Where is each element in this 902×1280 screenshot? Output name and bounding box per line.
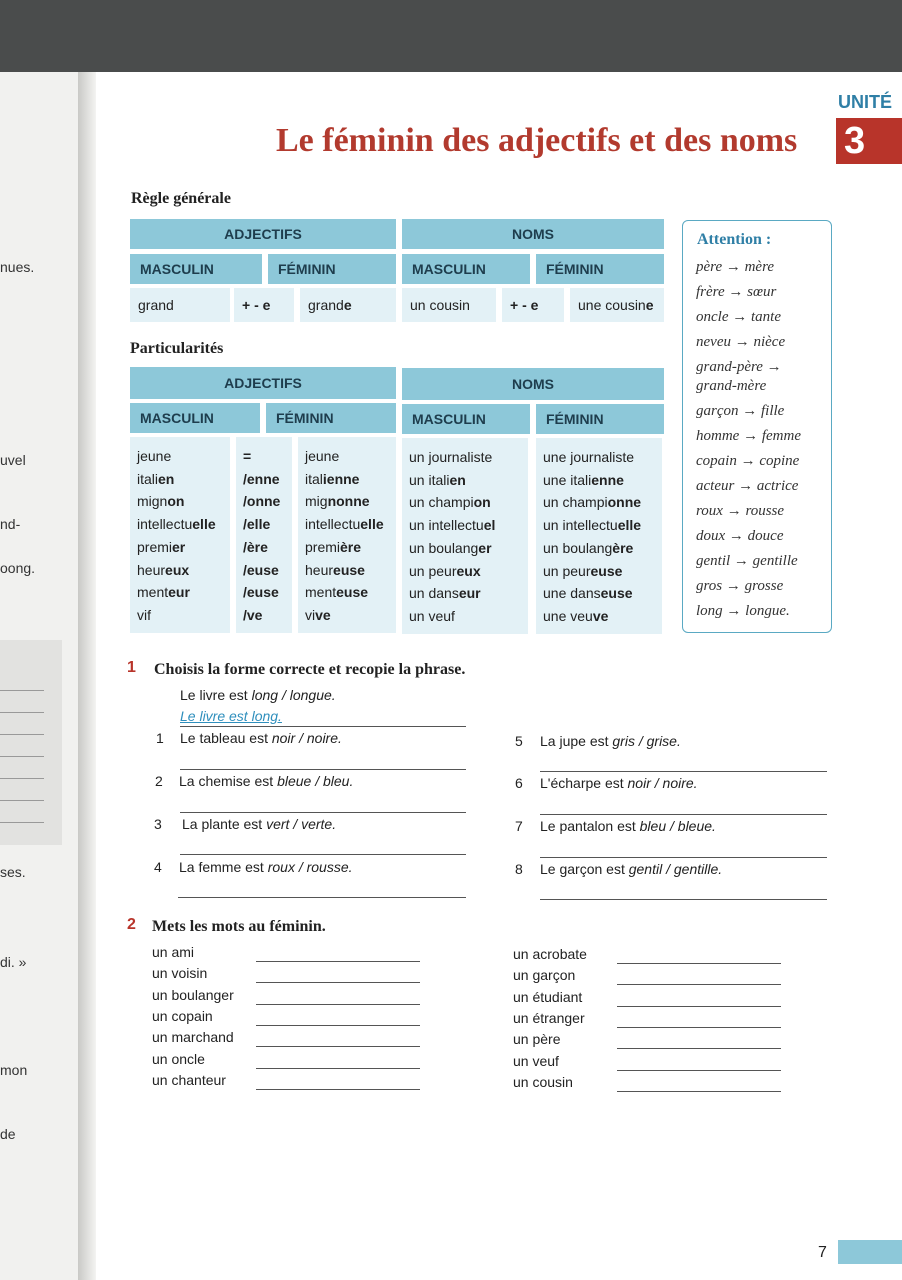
list-item: un boulangère (543, 539, 634, 556)
list-item: /elle (243, 516, 271, 533)
answer-line[interactable] (540, 771, 827, 772)
attention-item: grand-mère (696, 378, 767, 394)
cell-adj-masc: grand (130, 288, 230, 322)
attention-item: doux → douce (696, 528, 784, 544)
col-adj-masc (130, 437, 230, 633)
answer-line[interactable] (617, 963, 781, 964)
header-feminin: FÉMININ (536, 254, 664, 284)
section-heading-particularites: Particularités (130, 340, 224, 357)
list-item: jeune (305, 448, 340, 464)
list-item: jeune (137, 448, 172, 464)
attention-item: frère → sœur (696, 284, 777, 300)
attention-title: Attention : (697, 231, 772, 248)
exercise-2-instruction: Mets les mots au féminin. (152, 918, 326, 935)
list-item: = (243, 448, 252, 464)
list-item: mignon (137, 493, 185, 510)
list-item: /ve (243, 606, 263, 623)
exercise-item: 8 Le garçon est gentil / gentille. (515, 861, 723, 877)
answer-line[interactable] (617, 1027, 781, 1028)
list-item: un veuf (409, 607, 455, 624)
exercise-item: 4 La femme est roux / rousse. (154, 859, 353, 875)
attention-item: homme → femme (696, 428, 801, 444)
unit-label: UNITÉ (838, 92, 892, 112)
list-item: /enne (243, 470, 280, 487)
list-item: vive (305, 606, 331, 623)
page-number-bar (838, 1240, 902, 1264)
list-item: un intellectuelle (543, 517, 642, 534)
header-noms: NOMS (402, 368, 664, 400)
answer-line[interactable] (540, 814, 827, 815)
cell-adj-rule: + - e (234, 288, 294, 322)
page-title: Le féminin des adjectifs et des noms (276, 122, 798, 159)
book-spine (78, 72, 96, 1280)
left-page-line (0, 690, 44, 691)
attention-item: grand-père → (696, 359, 782, 375)
header-masculin: MASCULIN (402, 404, 530, 434)
header-masculin: MASCULIN (402, 254, 530, 284)
word-item: un marchand (152, 1029, 234, 1045)
list-item: un italien (409, 471, 466, 488)
header-noms: NOMS (402, 219, 664, 249)
left-page-fragment: nd- (0, 516, 21, 532)
answer-line[interactable] (180, 812, 466, 813)
answer-line[interactable] (256, 1089, 420, 1090)
list-item: un journaliste (409, 449, 493, 465)
attention-item: roux → rousse (696, 503, 785, 519)
header-masculin: MASCULIN (130, 254, 262, 284)
left-page-line (0, 756, 44, 757)
attention-item: long → longue. (696, 603, 790, 619)
example-answer: Le livre est long. (180, 708, 282, 724)
header-feminin: FÉMININ (536, 404, 664, 434)
word-item: un cousin (513, 1074, 573, 1090)
exercise-item: 7 Le pantalon est bleu / bleue. (515, 818, 716, 834)
list-item: première (305, 538, 362, 555)
exercise-2-number: 2 (127, 916, 136, 933)
list-item: premier (137, 538, 186, 555)
answer-line[interactable] (180, 854, 466, 855)
left-page-fragment: nues. (0, 259, 35, 275)
answer-line[interactable] (180, 769, 466, 770)
scan-top-band (0, 0, 902, 72)
exercise-item: 2 La chemise est bleue / bleu. (155, 773, 354, 789)
word-item: un acrobate (513, 946, 587, 962)
page-number: 7 (818, 1244, 827, 1261)
attention-item: garçon → fille (696, 403, 785, 419)
header-masculin: MASCULIN (130, 403, 260, 433)
word-item: un étudiant (513, 989, 583, 1005)
header-feminin: FÉMININ (266, 403, 396, 433)
left-page-line (0, 712, 44, 713)
example-sentence: Le livre est long / longue. (180, 687, 336, 703)
exercise-item: 6 L'écharpe est noir / noire. (515, 775, 698, 791)
unit-number: 3 (836, 118, 902, 164)
left-page-line (0, 822, 44, 823)
list-item: intellectuelle (305, 516, 384, 533)
left-page-line (0, 800, 44, 801)
col-rules (236, 437, 292, 633)
word-item: un garçon (513, 967, 576, 983)
section-heading-regle: Règle générale (131, 190, 231, 207)
answer-line[interactable] (540, 899, 827, 900)
attention-item: copain → copine (696, 453, 800, 469)
ending: e (343, 297, 352, 313)
answer-line[interactable] (617, 1070, 781, 1071)
answer-line[interactable] (617, 1091, 781, 1092)
list-item: menteuse (305, 584, 369, 601)
left-page-fragment: di. » (0, 954, 27, 970)
list-item: un peureuse (543, 562, 623, 579)
word-item: un veuf (513, 1053, 559, 1069)
left-page-fragment: oong. (0, 560, 36, 576)
exercise-item: 3 La plante est vert / verte. (154, 816, 337, 832)
header-feminin: FÉMININ (268, 254, 396, 284)
answer-line[interactable] (178, 897, 466, 898)
left-page-line (0, 778, 44, 779)
col-adj-fem (298, 437, 396, 633)
list-item: /ère (243, 538, 268, 555)
word-item: un ami (152, 944, 195, 960)
ending: e (645, 297, 654, 313)
list-item: une journaliste (543, 449, 635, 465)
left-page-line (0, 734, 44, 735)
left-page-box (0, 640, 62, 845)
attention-item: neveu → nièce (696, 334, 786, 350)
list-item: vif (137, 606, 151, 623)
answer-line (180, 726, 466, 727)
word-item: un étranger (513, 1010, 585, 1026)
list-item: menteur (137, 584, 190, 601)
list-item: intellectuelle (137, 516, 216, 533)
exercise-item: 5 La jupe est gris / grise. (515, 733, 681, 749)
list-item: italien (137, 470, 175, 487)
list-item: /euse (243, 561, 279, 578)
cell-nom-rule: + - e (502, 288, 564, 322)
list-item: italienne (305, 470, 360, 487)
exercise-item: 1 Le tableau est noir / noire. (156, 730, 342, 746)
list-item: un danseur (409, 585, 481, 602)
answer-line[interactable] (617, 984, 781, 985)
attention-box (682, 220, 832, 633)
answer-line[interactable] (617, 1048, 781, 1049)
col-nom-fem (536, 438, 662, 634)
attention-item: père → mère (696, 259, 775, 275)
list-item: un intellectuel (409, 517, 496, 534)
word-item: un chanteur (152, 1072, 226, 1088)
col-nom-masc (402, 438, 528, 634)
header-adjectifs: ADJECTIFS (130, 367, 396, 399)
word-item: un oncle (152, 1051, 205, 1067)
answer-line[interactable] (256, 1068, 420, 1069)
attention-item: oncle → tante (696, 309, 781, 325)
left-page-fragment: mon (0, 1062, 28, 1078)
list-item: un championne (543, 494, 642, 511)
exercise-1-number: 1 (127, 659, 136, 676)
list-item: un boulanger (409, 539, 492, 556)
list-item: une veuve (543, 607, 609, 624)
list-item: une danseuse (543, 585, 633, 602)
answer-line[interactable] (256, 1046, 420, 1047)
cell-adj-fem (300, 288, 396, 322)
list-item: un champion (409, 494, 491, 511)
list-item: une italienne (543, 471, 624, 488)
answer-line[interactable] (540, 857, 827, 858)
answer-line[interactable] (256, 961, 420, 962)
left-page-fragment: uvel (0, 452, 26, 468)
list-item: un peureux (409, 562, 481, 579)
cell-nom-fem (570, 288, 664, 322)
attention-item: gros → grosse (696, 578, 784, 594)
word-item: un voisin (152, 965, 208, 981)
word-item: un boulanger (152, 987, 234, 1003)
answer-line[interactable] (256, 1025, 420, 1026)
stem: une cousin (578, 297, 646, 313)
list-item: heureux (137, 561, 190, 578)
word-item: un copain (152, 1008, 213, 1024)
cell-nom-masc: un cousin (402, 288, 496, 322)
attention-item: acteur → actrice (696, 478, 799, 494)
answer-line[interactable] (617, 1006, 781, 1007)
exercise-1-instruction: Choisis la forme correcte et recopie la phrase. (154, 661, 466, 678)
answer-line[interactable] (256, 982, 420, 983)
list-item: /euse (243, 584, 279, 601)
left-page-fragment: ses. (0, 864, 26, 880)
list-item: mignonne (305, 493, 370, 510)
stem: grand (308, 297, 344, 313)
answer-line[interactable] (256, 1004, 420, 1005)
list-item: heureuse (305, 561, 365, 578)
attention-item: gentil → gentille (696, 553, 798, 569)
header-adjectifs: ADJECTIFS (130, 219, 396, 249)
word-item: un père (513, 1031, 561, 1047)
list-item: /onne (243, 493, 281, 510)
left-page-fragment: de (0, 1126, 16, 1142)
